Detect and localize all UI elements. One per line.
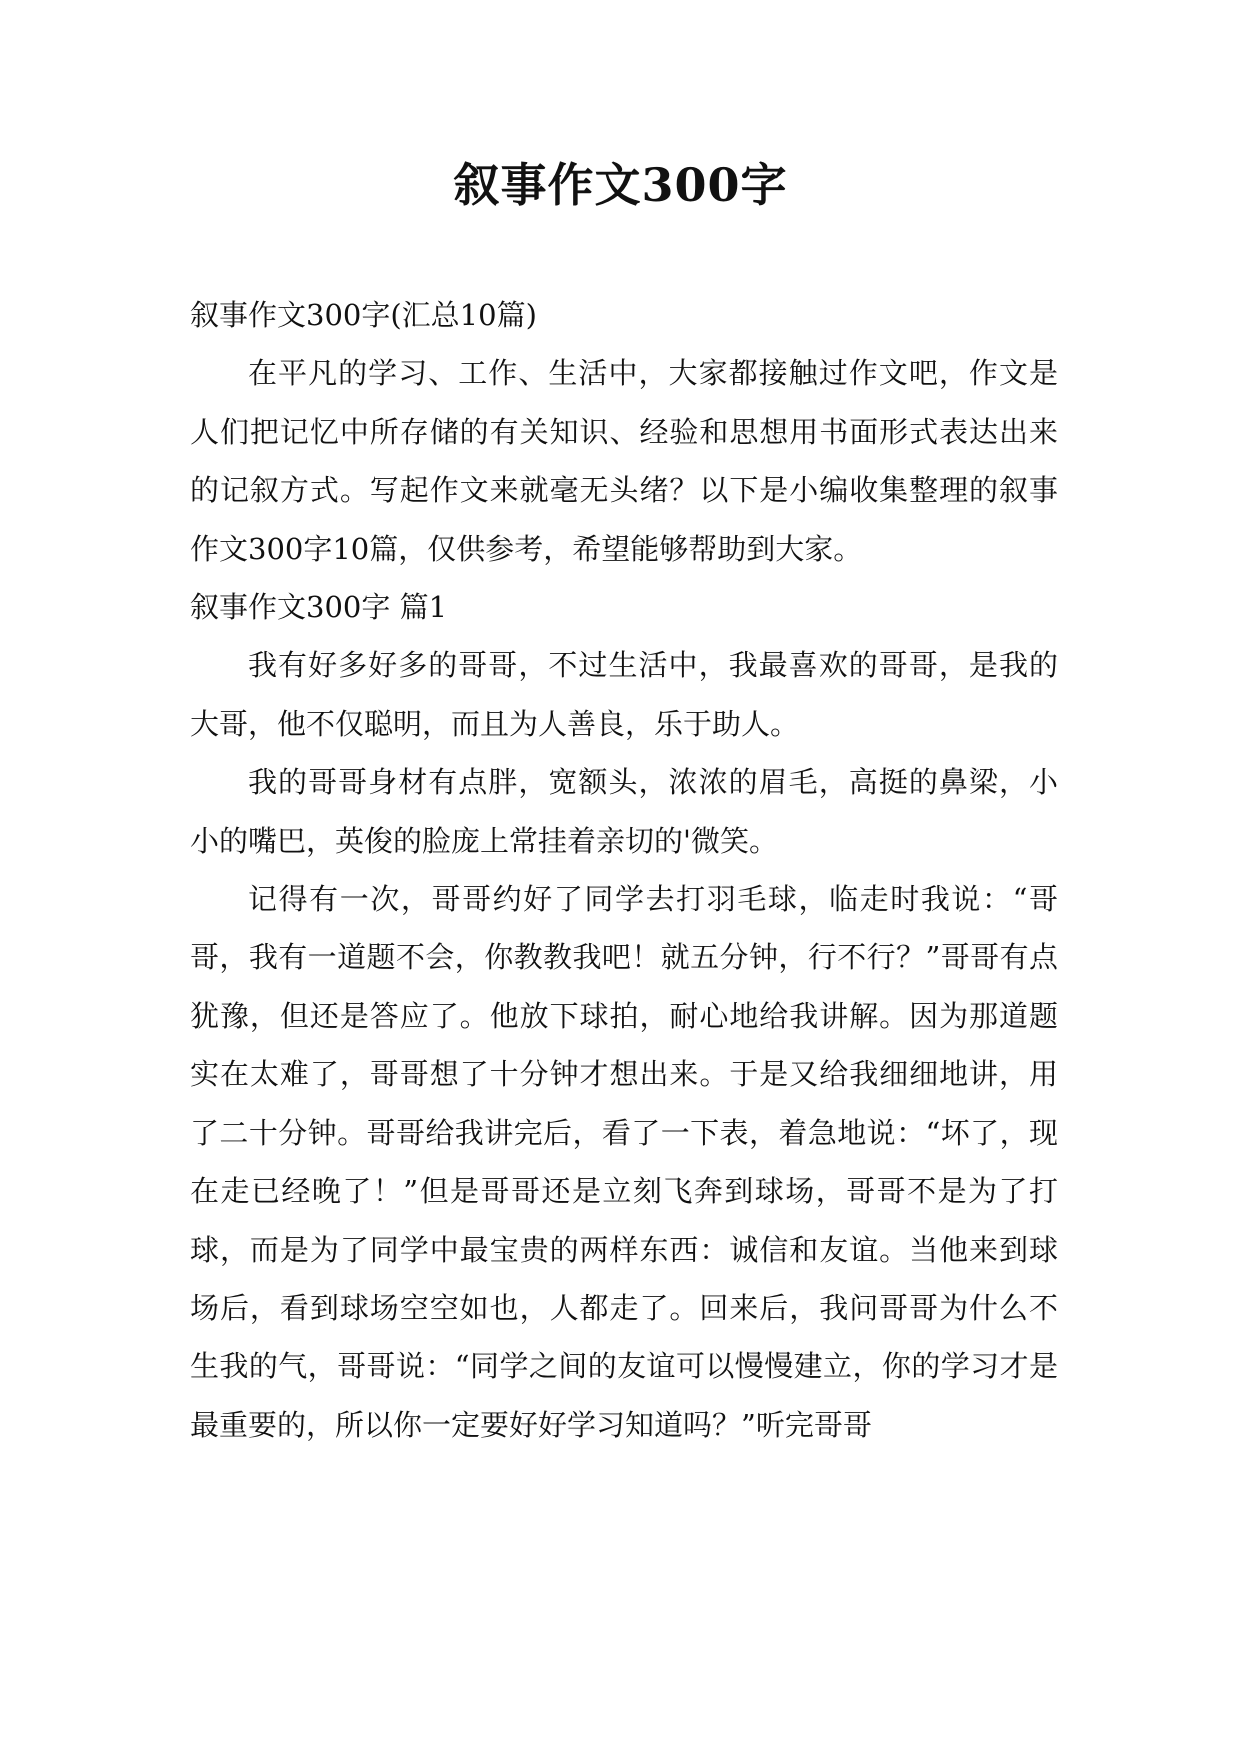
paragraph-heading: 叙事作文300字 篇1 <box>190 590 448 625</box>
paragraph: 我的哥哥身材有点胖，宽额头，浓浓的眉毛，高挺的鼻梁，小小的嘴巴，英俊的脸庞上常挂着亲切的'微笑。 <box>190 765 1058 858</box>
document-title: 叙事作文300字 <box>453 158 788 212</box>
paragraph: 我有好多好多的哥哥，不过生活中，我最喜欢的哥哥，是我的大哥，他不仅聪明，而且为人善良，乐于助人。 <box>190 648 1058 741</box>
paragraph: 在平凡的学习、工作、生活中，大家都接触过作文吧，作文是人们把记忆中所存储的有关知识、经验和思想用书面形式表达出来的记叙方式。写起作文来就毫无头绪？以下是小编收集整理的叙事作文300字10篇，仅供参考，希望能够帮助到大家。 <box>190 356 1058 566</box>
paragraph-heading: 叙事作文300字(汇总10篇) <box>190 298 537 332</box>
paragraph: 记得有一次，哥哥约好了同学去打羽毛球，临走时我说：“哥哥，我有一道题不会，你教教我吧！就五分钟，行不行？”哥哥有点犹豫，但还是答应了。他放下球拍，耐心地给我讲解。因为那道题实在太难了，哥哥想了十分钟才想出来。于是又给我细细地讲，用了二十分钟。哥哥给我讲完后，看了一下表，着急地说：“坏了，现在走已经晚了！”但是哥哥还是立刻飞奔到球场，哥哥不是为了打球，而是为了同学中最宝贵的两样东西：诚信和友谊。当他来到球场后，看到球场空空如也，人都走了。回来后，我问哥哥为什么不生我的气，哥哥说：“同学之间的友谊可以慢慢建立，你的学习才是最重要的，所以你一定要好好学习知道吗？”听完哥哥 <box>190 882 1058 1442</box>
document-body <box>190 286 1058 1454</box>
